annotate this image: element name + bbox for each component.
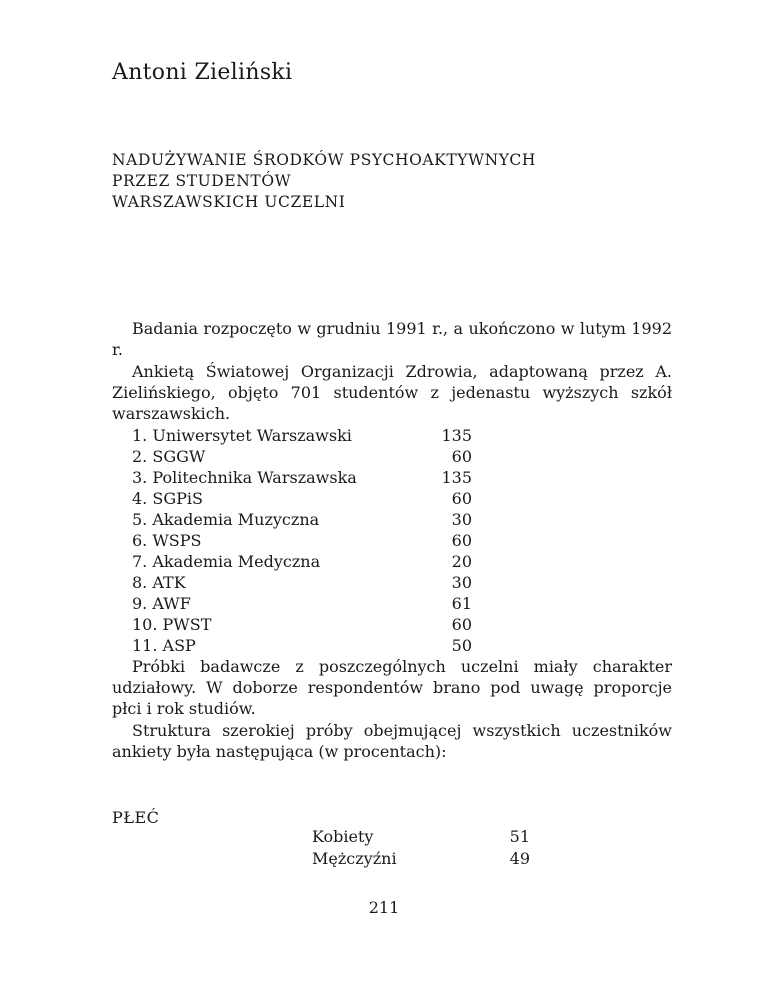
- paragraph-sampling: Próbki badawcze z poszczególnych uczelni miały charakter udziałowy. W doborze respondentów brano pod uwagę proporcje płci i rok studiów.: [112, 657, 672, 718]
- university-name: 6. WSPS: [132, 531, 202, 550]
- page-number: 211: [368, 898, 400, 917]
- university-name: 2. SGGW: [132, 447, 206, 466]
- list-item: [132, 593, 472, 614]
- university-name: 10. PWST: [132, 615, 212, 634]
- article-title: [112, 150, 536, 213]
- university-name: 11. ASP: [132, 636, 196, 655]
- student-count: 60: [451, 531, 472, 550]
- list-item: [132, 467, 472, 488]
- student-count: 30: [451, 510, 472, 529]
- list-item: [132, 488, 472, 509]
- list-item: [132, 530, 472, 551]
- student-count: 30: [451, 573, 472, 592]
- university-name: 8. ATK: [132, 573, 186, 592]
- paragraph-structure: Struktura szerokiej próby obejmującej wszystkich uczestników ankiety była następująca (w procentach):: [112, 721, 672, 761]
- student-count: 50: [451, 636, 472, 655]
- university-name: 7. Akademia Medyczna: [132, 552, 321, 571]
- university-name: 3. Politechnika Warszawska: [132, 468, 357, 487]
- table-row: [312, 826, 530, 848]
- gender-label: Kobiety: [312, 827, 374, 846]
- list-item: [132, 425, 472, 446]
- student-count: 61: [451, 594, 472, 613]
- title-line: WARSZAWSKICH UCZELNI: [112, 193, 346, 211]
- gender-table: [312, 826, 530, 870]
- list-item: [132, 446, 472, 467]
- university-name: 4. SGPiS: [132, 489, 203, 508]
- table-row: [312, 848, 530, 870]
- university-name: 1. Uniwersytet Warszawski: [132, 426, 352, 445]
- university-name: 9. AWF: [132, 594, 191, 613]
- student-count: 60: [451, 489, 472, 508]
- list-item: [132, 509, 472, 530]
- title-line: PRZEZ STUDENTÓW: [112, 172, 292, 190]
- list-item: [132, 551, 472, 572]
- student-count: 20: [451, 552, 472, 571]
- university-list: [132, 425, 472, 656]
- university-name: 5. Akademia Muzyczna: [132, 510, 320, 529]
- list-item: [132, 614, 472, 635]
- author-name: Antoni Zieliński: [112, 60, 293, 85]
- gender-percent: 51: [509, 827, 530, 846]
- student-count: 135: [441, 426, 472, 445]
- list-item: [132, 572, 472, 593]
- gender-percent: 49: [509, 849, 530, 868]
- gender-label: Mężczyźni: [312, 849, 397, 868]
- list-item: [132, 635, 472, 656]
- paragraph-survey-description: Ankietą Światowej Organizacji Zdrowia, adaptowaną przez A. Zielińskiego, objęto 701 studentów z jedenastu wyższych szkół warszawskich.: [112, 362, 672, 423]
- student-count: 135: [441, 468, 472, 487]
- student-count: 60: [451, 447, 472, 466]
- student-count: 60: [451, 615, 472, 634]
- paragraph-study-dates: Badania rozpoczęto w grudniu 1991 r., a ukończono w lutym 1992 r.: [112, 319, 672, 359]
- section-heading-gender: PŁEĆ: [112, 808, 160, 827]
- title-line: NADUŻYWANIE ŚRODKÓW PSYCHOAKTYWNYCH: [112, 151, 536, 169]
